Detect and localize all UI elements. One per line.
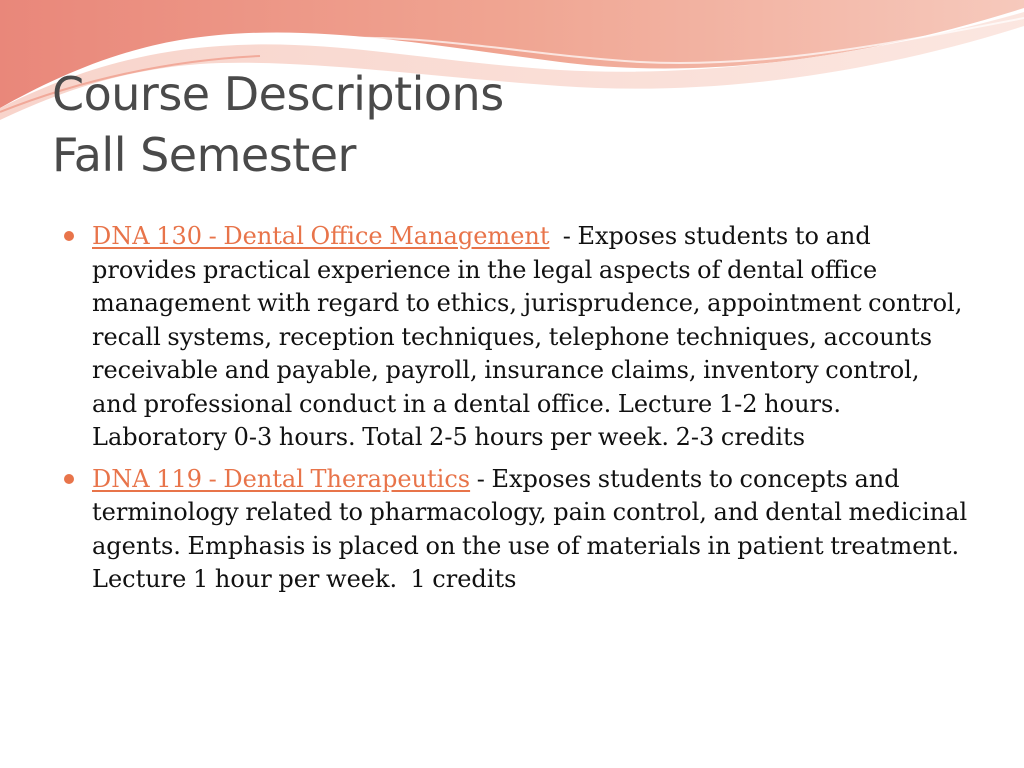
title-line-2: Fall Semester <box>52 128 356 182</box>
slide-title <box>52 64 504 186</box>
bullet-icon <box>64 474 74 484</box>
bullet-icon <box>64 231 74 241</box>
course-link-dna-130[interactable]: DNA 130 - Dental Office Management <box>92 222 550 250</box>
title-line-1: Course Descriptions <box>52 67 504 121</box>
course-item-dna-130 <box>64 220 969 455</box>
course-list <box>64 220 974 605</box>
course-description: - Exposes students to and provides practical experience in the legal aspects of dental office management with regard to ethics, jurisprudence, appointment control, recall systems, reception techniques, telephone techniques, accounts receivable and payable, payroll, insurance claims, inventory control, and professional conduct in a dental office. Lecture 1-2 hours. Laboratory 0-3 hours. Total 2-5 hours per week. 2-3 credits <box>92 222 969 451</box>
course-description: - Exposes students to concepts and terminology related to pharmacology, pain control, and dental medicinal agents. Emphasis is placed on the use of materials in patient treatment. Lecture 1 hour per week. 1 credits <box>92 464 974 593</box>
course-link-dna-119[interactable]: DNA 119 - Dental Therapeutics <box>92 464 471 493</box>
course-item-dna-119 <box>64 463 974 597</box>
